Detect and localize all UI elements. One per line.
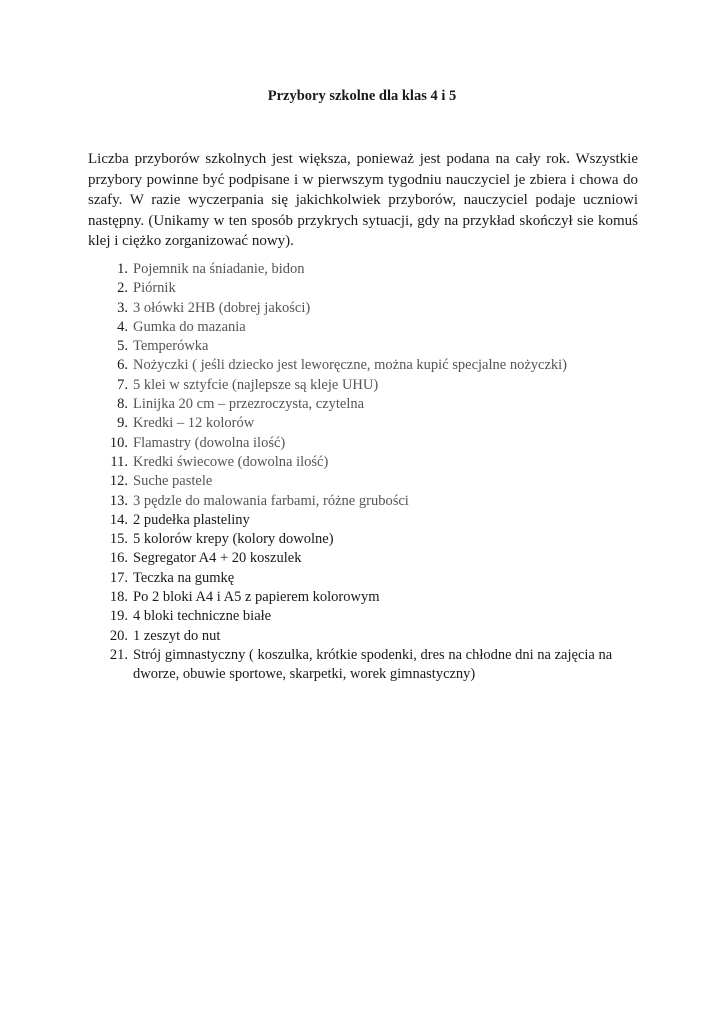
item-text: Po 2 bloki A4 i A5 z papierem kolorowym <box>133 589 380 606</box>
item-number: 5. <box>117 338 128 355</box>
item-text: Pojemnik na śniadanie, bidon <box>133 261 305 277</box>
item-number: 21. <box>109 646 128 663</box>
list-item <box>88 414 648 433</box>
list-item <box>88 434 648 453</box>
item-text: 3 ołówki 2HB (dobrej jakości) <box>133 299 311 316</box>
list-item <box>88 472 648 491</box>
item-text: 2 pudełka plasteliny <box>133 511 250 528</box>
list-item <box>88 530 648 549</box>
item-text: Piórnik <box>133 280 176 297</box>
list-item <box>88 299 648 318</box>
item-number: 9. <box>117 415 128 432</box>
list-item <box>88 607 648 626</box>
item-number: 12. <box>109 473 128 490</box>
item-text: 5 kolorów krepy (kolory dowolne) <box>133 531 334 548</box>
item-text: Flamastry (dowolna ilość) <box>133 434 286 451</box>
item-text: Kredki świecowe (dowolna ilość) <box>133 453 329 470</box>
list-item <box>88 453 648 472</box>
list-item <box>88 356 648 375</box>
item-text: Nożyczki ( jeśli dziecko jest leworęczne, można kupić specjalne nożyczki) <box>133 357 568 374</box>
list-item <box>88 376 648 395</box>
item-number: 13. <box>109 492 128 509</box>
list-item <box>88 492 648 511</box>
item-number: 16. <box>109 550 128 567</box>
item-text: Strój gimnastyczny ( koszulka, krótkie spodenki, dres na chłodne dni na zajęcia na dworze, obuwie sportowe, skarpetki, worek gimnastyczny) <box>133 646 613 683</box>
supplies-list <box>88 260 648 685</box>
list-item <box>88 627 648 646</box>
list-item <box>88 569 648 588</box>
item-text: 4 bloki techniczne białe <box>133 608 272 625</box>
item-number: 8. <box>117 396 128 413</box>
item-number: 14. <box>109 511 128 528</box>
item-text: 1 zeszyt do nut <box>133 627 221 644</box>
item-text: 5 klei w sztyfcie (najlepsze są kleje UHU) <box>133 376 379 393</box>
item-number: 19. <box>109 608 128 625</box>
list-item <box>88 511 648 530</box>
item-text: Gumka do mazania <box>133 318 246 335</box>
item-text: Linijka 20 cm – przezroczysta, czytelna <box>133 396 365 413</box>
item-number: 10. <box>109 434 128 451</box>
list-item <box>88 279 648 298</box>
list-item <box>88 588 648 607</box>
list-item <box>88 318 648 337</box>
item-text: 3 pędzle do malowania farbami, różne grubości <box>133 492 409 509</box>
item-number: 3. <box>117 299 128 316</box>
list-item <box>88 337 648 356</box>
item-number: 17. <box>109 569 128 586</box>
list-item <box>88 260 648 279</box>
item-number: 4. <box>117 318 128 335</box>
item-text: Suche pastele <box>133 473 213 490</box>
item-number: 1. <box>117 261 128 277</box>
item-number: 7. <box>117 376 128 393</box>
list-item <box>88 549 648 568</box>
item-number: 2. <box>117 280 128 297</box>
intro-paragraph: Liczba przyborów szkolnych jest większa, ponieważ jest podana na cały rok. Wszystkie przybory powinne być podpisane i w pierwszym tygodniu nauczyciel je zbiera i chowa do szafy. W razie wyczerpania się jakichkolwiek przyborów, nauczyciel podaje uczniowi następny. (Unikamy w ten sposób przykrych sytuacji, gdy na przykład skończył sie komuś klej i ciężko zorganizować nowy). <box>88 151 638 249</box>
item-text: Segregator A4 + 20 koszulek <box>133 550 302 567</box>
item-number: 18. <box>109 589 128 606</box>
item-text: Teczka na gumkę <box>133 569 235 586</box>
item-text: Temperówka <box>133 338 209 355</box>
item-number: 15. <box>109 531 128 548</box>
page-title: Przybory szkolne dla klas 4 i 5 <box>267 88 457 104</box>
item-text: Kredki – 12 kolorów <box>133 415 255 432</box>
list-item <box>88 646 648 685</box>
list-item <box>88 395 648 414</box>
item-number: 6. <box>117 357 128 374</box>
item-number: 20. <box>109 627 128 644</box>
item-number: 11. <box>110 453 128 470</box>
